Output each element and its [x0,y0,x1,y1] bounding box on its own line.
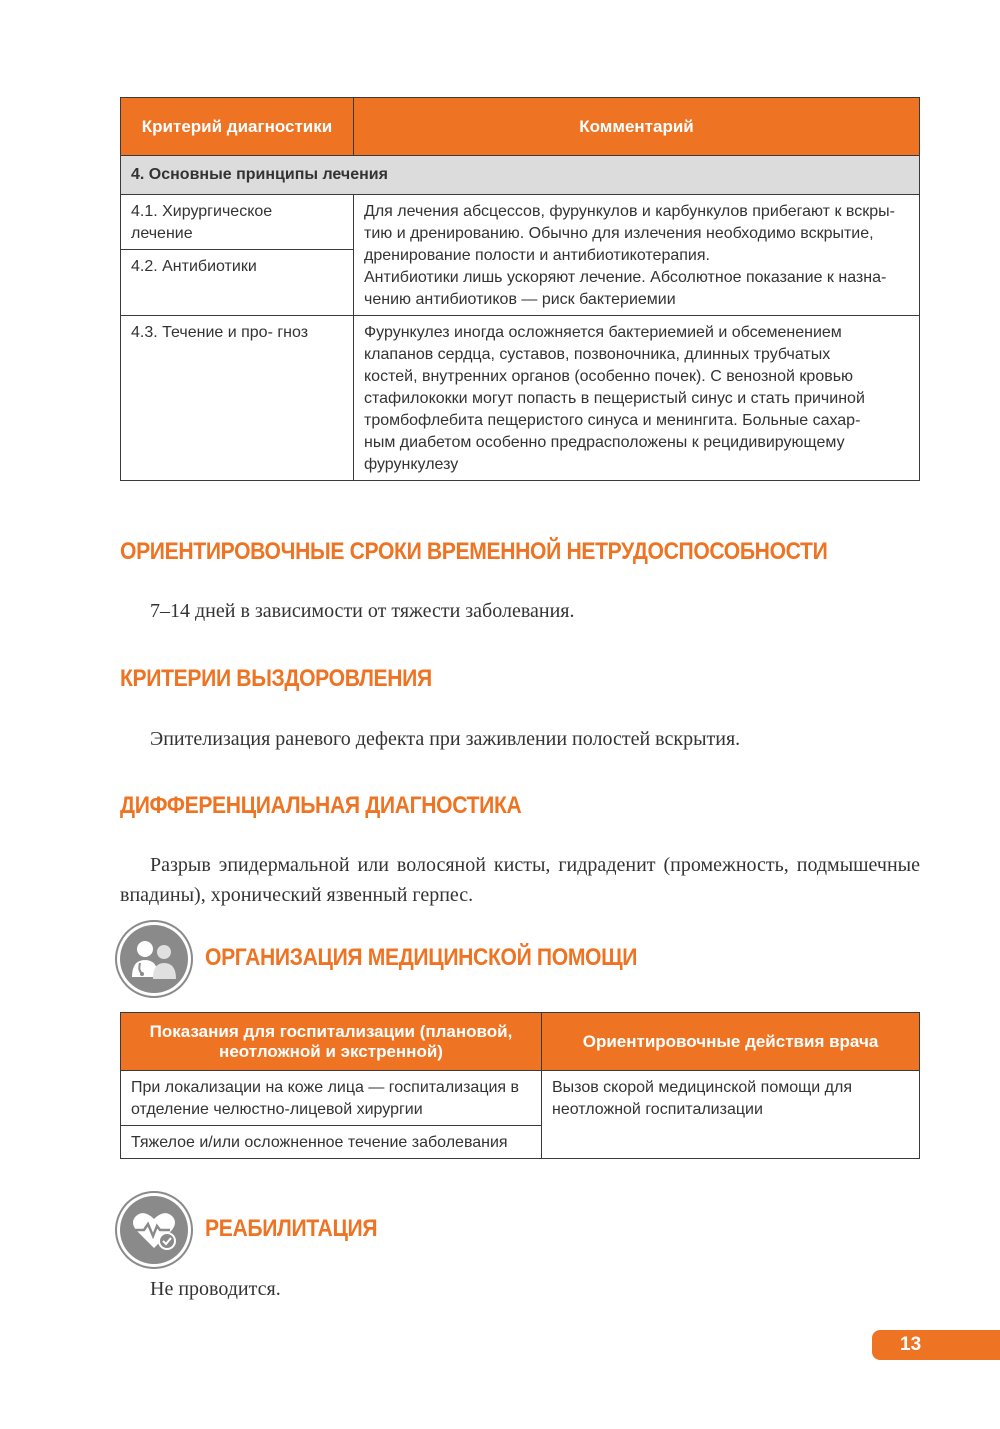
row-course-comment [354,316,920,481]
action-ambulance: Вызов скорой медицинской помощи для неотложной госпитализации [542,1071,920,1159]
recovery-title: КРИТЕРИИ ВЫЗДОРОВЛЕНИЯ [120,665,432,692]
page-number: 13 [872,1330,1000,1360]
sick-leave-title: ОРИЕНТИРОВОЧНЫЕ СРОКИ ВРЕМЕННОЙ НЕТРУДОСПОСОБНОСТИ [120,538,828,565]
doctors-icon [120,925,188,993]
section-row: 4. Основные принципы лечения [121,156,920,195]
comment-line: тию и дренированию. Обычно для излечения необходимо вскрытие, [364,225,874,242]
comment-line: чению антибиотиков — риск бактериемии [364,291,676,308]
sick-leave-text: 7–14 дней в зависимости от тяжести заболевания. [150,600,575,622]
comment-line: клапанов сердца, суставов, позвоночника, длинных трубчатых [364,346,831,363]
comment-line: ным диабетом особенно предрасположены к рецидивирующему [364,434,845,451]
comment-line: Фурункулез иногда осложняется бактериемией и обсеменением [364,324,842,341]
rehab-title: РЕАБИЛИТАЦИЯ [205,1215,378,1242]
indication-face: При локализации на коже лица — госпитализация в отделение челюстно-лицевой хирургии [121,1071,542,1126]
row-course-label: 4.3. Течение и про- гноз [121,316,354,481]
row-surgical-antibiotics-comment [354,195,920,316]
differential-text: Разрыв эпидермальной или волосяной кисты, гидраденит (промежность, подмышечные впадины), хронический язвенный герпес. [120,854,920,906]
heart-pulse-icon [120,1196,188,1264]
comment-line: костей, внутренних органов (особенно почек). С венозной кровью [364,368,854,385]
comment-line: дренирование полости и антибиотикотерапия. [364,247,710,264]
header-comment: Комментарий [354,98,920,156]
comment-line: стафилококки могут попасть в пещеристый синус и стать причиной [364,390,865,407]
header-criterion: Критерий диагностики [121,98,354,156]
header-indications: Показания для госпитализации (плановой, неотложной и экстренной) [121,1013,542,1071]
row-antibiotics-label: 4.2. Антибиотики [121,250,354,316]
recovery-text: Эпителизация раневого дефекта при заживлении полостей вскрытия. [150,728,741,750]
header-actions: Ориентировочные действия врача [542,1013,920,1071]
differential-title: ДИФФЕРЕНЦИАЛЬНАЯ ДИАГНОСТИКА [120,792,522,819]
comment-line: тромбофлебита пещеристого синуса и менингита. Больные сахар- [364,412,861,429]
comment-line: фурункулезу [364,456,459,473]
indication-severe: Тяжелое и/или осложненное течение заболевания [121,1126,542,1159]
rehab-text: Не проводится. [150,1278,281,1300]
treatment-table [120,97,920,481]
organization-title: ОРГАНИЗАЦИЯ МЕДИЦИНСКОЙ ПОМОЩИ [205,944,638,971]
comment-line: Антибиотики лишь ускоряют лечение. Абсолютное показание к назна- [364,269,887,286]
comment-line: Для лечения абсцессов, фурункулов и карбункулов прибегают к вскры- [364,203,895,220]
row-surgical-label: 4.1. Хирургическое лечение [121,195,354,250]
hospitalization-table [120,1012,920,1159]
